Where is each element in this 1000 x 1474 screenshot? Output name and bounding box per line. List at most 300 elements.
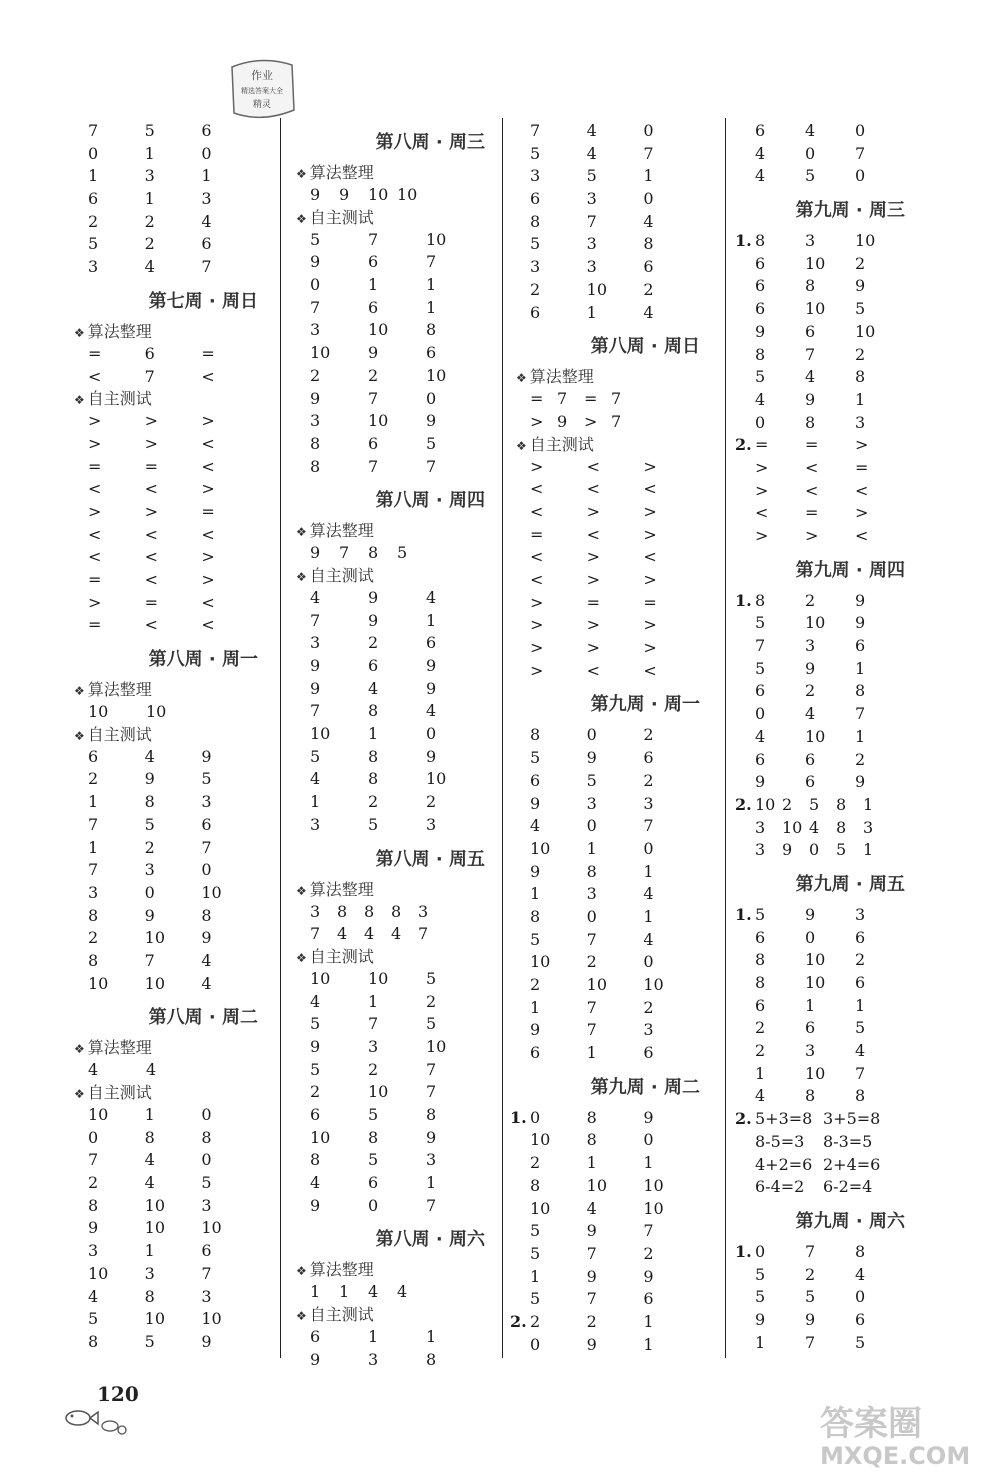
answer-cell: 1 <box>643 1153 654 1173</box>
answer-cell: 1 <box>144 143 155 163</box>
answer-row <box>530 501 700 524</box>
answer-row <box>755 1040 905 1063</box>
answer-cell: 9 <box>855 613 866 633</box>
answer-cell: 6 <box>805 321 816 341</box>
answer-cell: 4 <box>755 166 766 186</box>
answer-cell: 0 <box>855 166 866 186</box>
week-day-heading: 第八周 · 周四 <box>375 490 485 512</box>
answer-cell: 6 <box>426 343 437 363</box>
answer-row <box>755 1085 905 1108</box>
diamond-bullet-icon: ❖ <box>74 325 85 340</box>
answer-cell: 6 <box>643 257 654 277</box>
answer-row <box>530 165 700 188</box>
diamond-bullet-icon: ❖ <box>74 393 85 408</box>
answer-cell: 1 <box>426 1173 437 1193</box>
answer-row <box>530 456 700 479</box>
answer-cell: 4 <box>805 704 816 724</box>
answer-block <box>296 128 485 478</box>
answer-cell: 0 <box>201 860 212 880</box>
svg-text:精灵: 精灵 <box>252 100 272 110</box>
answer-cell: 7 <box>643 1221 654 1241</box>
answer-cell: 3 <box>426 814 437 834</box>
answer-cell: 3 <box>310 320 321 340</box>
answer-cell: 2 <box>805 681 816 701</box>
answer-cell: 10 <box>201 882 222 902</box>
answer-cell: 8 <box>586 1130 597 1150</box>
answer-cell: 2 <box>310 365 321 385</box>
answer-row <box>310 542 485 565</box>
answer-row <box>88 1331 258 1354</box>
answer-cell: 10 <box>855 321 876 341</box>
answer-cell: 0 <box>755 704 766 724</box>
answer-cell: 6 <box>368 656 379 675</box>
answer-cell: 5 <box>144 1331 155 1351</box>
answer-cell: 8 <box>836 794 847 814</box>
answer-cell: 7 <box>426 1195 437 1215</box>
answer-cell: 7 <box>586 1020 597 1040</box>
answer-cell: > <box>201 411 215 431</box>
answer-cell: 0 <box>755 412 766 432</box>
section-label-text: 自主测试 <box>87 389 152 409</box>
week-day-heading: 第九周 · 周五 <box>795 873 905 895</box>
answer-cell: < <box>144 615 159 635</box>
answer-cell: 9 <box>201 1331 212 1351</box>
answer-cell: 10 <box>643 1198 664 1218</box>
answer-cell: 9 <box>144 769 155 789</box>
answer-row <box>755 165 905 188</box>
answer-cell: 1 <box>368 724 379 744</box>
answer-cell: 9 <box>201 746 212 766</box>
answer-cell: 3 <box>643 1020 654 1040</box>
answer-row <box>310 1149 485 1172</box>
answer-cell: 9 <box>88 1218 99 1238</box>
answer-cell: 5 <box>368 814 379 834</box>
answer-cell: 4 <box>855 1041 866 1061</box>
answer-cell: 2 <box>530 1311 541 1331</box>
answer-cell: > <box>88 411 102 431</box>
answer-cell: 8 <box>88 950 99 970</box>
section-label <box>516 366 700 388</box>
answer-cell: < <box>530 547 544 567</box>
answer-cell: 10 <box>805 950 826 970</box>
answer-row <box>310 410 485 433</box>
question-number: 1. <box>735 590 752 610</box>
answer-cell: 1 <box>855 726 866 746</box>
answer-row <box>88 233 258 256</box>
answer-cell: 10 <box>805 253 826 273</box>
week-day-heading: 第八周 · 周二 <box>148 1007 258 1029</box>
answer-cell: 5 <box>201 1173 212 1193</box>
answer-row <box>755 344 905 367</box>
answer-row <box>530 1019 700 1042</box>
answer-row <box>530 1198 700 1221</box>
answer-cell: < <box>201 433 215 453</box>
answer-cell: 5+3=8 <box>755 1109 813 1129</box>
answer-cell: 1 <box>755 1332 766 1352</box>
answer-cell: 0 <box>426 724 437 744</box>
week-day-heading: 第九周 · 周一 <box>590 694 700 716</box>
answer-cell: 10 <box>805 973 826 992</box>
answer-cell: 1 <box>88 837 99 857</box>
answer-row <box>310 768 485 791</box>
answer-cell: 4 <box>426 587 437 607</box>
answer-cell: 5 <box>368 1105 379 1124</box>
answer-cell: 10 <box>310 968 331 988</box>
answer-cell: 9 <box>426 746 437 766</box>
answer-cell: 7 <box>586 929 597 949</box>
answer-cell <box>638 411 665 434</box>
answer-row <box>530 1129 700 1152</box>
answer-row <box>88 859 258 882</box>
answer-cell: 3 <box>805 1041 816 1061</box>
answer-block <box>530 690 700 1064</box>
answer-row <box>310 388 485 411</box>
answer-cell: 4 <box>310 769 321 789</box>
answer-cell: 9 <box>310 1036 321 1056</box>
answer-row <box>310 342 485 365</box>
answer-cell: 9 <box>755 1309 766 1329</box>
answer-cell: = <box>643 592 657 612</box>
answer-cell: = <box>805 435 819 455</box>
answer-row <box>755 1017 905 1040</box>
answer-row <box>88 1240 258 1263</box>
answer-cell: 4 <box>643 929 654 949</box>
answer-cell: 5 <box>144 121 155 140</box>
answer-cell: 3 <box>530 257 541 277</box>
answer-row <box>530 256 700 279</box>
answer-cell: 3 <box>418 901 429 921</box>
answer-cell: 6 <box>855 1309 866 1329</box>
answer-row <box>755 1309 905 1332</box>
answer-cell: 3 <box>310 901 321 921</box>
answer-row <box>530 747 700 770</box>
section-label <box>296 520 485 542</box>
answer-row <box>310 968 485 991</box>
question-number: 2. <box>510 1311 527 1331</box>
answer-row <box>755 1332 905 1355</box>
answer-cell: 10 <box>586 279 608 299</box>
answer-cell: 6 <box>805 1018 816 1038</box>
answer-row <box>510 1107 700 1130</box>
answer-cell: 6 <box>755 927 766 947</box>
answer-cell: 10 <box>397 185 418 204</box>
answer-row <box>530 120 700 143</box>
answer-cell: 9 <box>586 748 597 768</box>
answer-cell: 2 <box>144 211 155 231</box>
answer-cell: > <box>755 457 769 477</box>
answer-cell: 8 <box>368 746 379 766</box>
answer-cell: 0 <box>586 725 597 745</box>
answer-row <box>310 1326 485 1349</box>
answer-cell: 2 <box>643 1243 654 1263</box>
answer-row <box>88 501 258 524</box>
answer-row <box>310 655 485 678</box>
answer-cell: 8 <box>805 1086 816 1106</box>
answer-cell: 6 <box>755 299 766 319</box>
answer-cell: 0 <box>643 952 654 972</box>
answer-row <box>88 791 258 814</box>
answer-cell: 4 <box>88 1060 99 1080</box>
answer-cell: 6 <box>426 633 437 653</box>
answer-cell: 1 <box>855 389 866 409</box>
answer-cell: 5 <box>144 814 155 834</box>
answer-row <box>755 120 905 143</box>
answer-cell: 4 <box>643 884 654 904</box>
answer-cell: > <box>88 501 102 521</box>
answer-row <box>88 701 258 724</box>
section-label <box>516 434 700 456</box>
answer-cell: 5 <box>88 1309 99 1329</box>
answer-cell: < <box>88 524 102 544</box>
answer-cell: 2 <box>643 997 654 1017</box>
answer-cell: 0 <box>755 1241 766 1261</box>
answer-cell: 1 <box>339 1282 350 1302</box>
answer-row <box>530 929 700 952</box>
answer-cell: 3 <box>426 1150 437 1170</box>
answer-cell: 8 <box>310 1150 321 1170</box>
answer-cell: < <box>88 547 102 567</box>
answer-cell: 5 <box>755 904 766 924</box>
answer-cell: = <box>755 435 769 455</box>
answer-cell: > <box>643 615 657 635</box>
section-label <box>74 679 258 701</box>
answer-cell: 7 <box>368 1014 379 1034</box>
section-label <box>74 1037 258 1059</box>
answer-row <box>755 1264 905 1287</box>
answer-cell: 6 <box>755 121 766 140</box>
answer-cell: 6 <box>368 297 379 317</box>
answer-cell: = <box>530 524 544 544</box>
svg-text:MXQE.COM: MXQE.COM <box>820 1442 971 1470</box>
answer-cell: 8 <box>337 901 348 921</box>
answer-cell: 6 <box>855 927 866 947</box>
section-label-text: 算法整理 <box>529 367 594 387</box>
question-number: 1. <box>510 1107 527 1127</box>
week-day-heading: 第八周 · 周日 <box>590 336 700 358</box>
answer-cell: 10 <box>855 231 876 251</box>
answer-cell: 10 <box>88 1263 109 1283</box>
answer-cell: > <box>530 638 544 658</box>
answer-cell: > <box>586 501 601 521</box>
answer-cell: 0 <box>855 1287 866 1307</box>
answer-cell: 0 <box>88 143 99 163</box>
answer-cell: 7 <box>855 704 866 724</box>
answer-row <box>88 120 258 143</box>
answer-cell: 7 <box>88 121 99 140</box>
answer-cell: < <box>88 366 102 386</box>
answer-cell: 10 <box>755 794 776 814</box>
answer-cell: 4 <box>586 121 597 140</box>
answer-cell: 7 <box>339 543 350 563</box>
answer-column-2 <box>296 120 485 1372</box>
answer-cell: 10 <box>643 975 664 994</box>
answer-cell: 6 <box>755 681 766 701</box>
answer-cell: 7 <box>805 1241 816 1261</box>
answer-cell: < <box>144 547 159 567</box>
answer-cell: 8 <box>755 973 766 992</box>
answer-cell: 7 <box>88 860 99 880</box>
answer-row <box>88 456 258 479</box>
answer-cell: 2 <box>643 725 654 745</box>
answer-cell: 2 <box>782 794 793 814</box>
answer-cell: 0 <box>530 1334 541 1354</box>
answer-row <box>310 791 485 814</box>
answer-cell: 8 <box>368 701 379 721</box>
answer-cell: 8 <box>855 681 866 701</box>
answer-cell: 2 <box>426 792 437 812</box>
answer-row <box>310 610 485 633</box>
answer-cell: 7 <box>586 997 597 1017</box>
answer-cell: 0 <box>201 143 212 163</box>
answer-cell: 3 <box>755 840 766 860</box>
answer-cell: 9 <box>855 772 866 792</box>
answer-row <box>755 1131 905 1154</box>
answer-cell: 2 <box>368 633 379 653</box>
answer-cell: 2 <box>530 1153 541 1173</box>
answer-cell: 5 <box>805 1287 816 1307</box>
answer-cell: 6 <box>368 252 379 272</box>
column-divider <box>280 118 281 1358</box>
answer-row <box>735 794 905 817</box>
answer-cell: 10 <box>310 1127 331 1147</box>
answer-cell: 5 <box>805 166 816 186</box>
answer-cell: > <box>201 547 215 567</box>
answer-cell: 2 <box>88 1173 99 1193</box>
diamond-bullet-icon: ❖ <box>296 883 307 898</box>
answer-cell: 1 <box>643 906 654 926</box>
answer-cell: > <box>586 547 601 567</box>
answer-cell: 0 <box>643 189 654 209</box>
answer-cell: 6 <box>755 276 766 296</box>
answer-cell: 8 <box>755 344 766 364</box>
diamond-bullet-icon: ❖ <box>296 950 307 965</box>
section-label <box>296 207 485 229</box>
answer-cell: 1 <box>426 1327 437 1347</box>
answer-row <box>88 1217 258 1240</box>
answer-cell: > <box>643 456 657 476</box>
answer-cell: 3 <box>201 1286 212 1306</box>
section-label-text: 自主测试 <box>529 434 594 454</box>
answer-cell: 7 <box>310 924 321 944</box>
answer-cell: 0 <box>643 1130 654 1150</box>
answer-cell: 0 <box>586 816 597 836</box>
answer-cell: < <box>805 457 819 477</box>
diamond-bullet-icon: ❖ <box>74 1042 85 1057</box>
answer-cell: 10 <box>426 229 447 249</box>
answer-cell: 6 <box>530 1043 541 1063</box>
section-label-text: 算法整理 <box>309 879 374 899</box>
answer-cell: 7 <box>586 1243 597 1263</box>
answer-cell: < <box>755 503 769 523</box>
diamond-bullet-icon: ❖ <box>296 569 307 584</box>
answer-cell: 3 <box>586 189 597 209</box>
answer-row <box>755 995 905 1018</box>
answer-cell: 8 <box>805 276 816 296</box>
answer-row <box>530 724 700 747</box>
question-number: 2. <box>735 794 752 814</box>
answer-row <box>310 456 485 479</box>
answer-cell: 3 <box>586 884 597 904</box>
fish-decoration-icon <box>60 1400 140 1444</box>
answer-block <box>510 1073 700 1357</box>
answer-cell: 9 <box>339 185 350 204</box>
answer-cell: 4 <box>201 211 212 231</box>
answer-cell: = <box>530 389 544 409</box>
answer-row <box>530 793 700 816</box>
answer-cell: < <box>586 524 601 544</box>
answer-cell: 9 <box>310 543 321 563</box>
answer-cell: 9 <box>755 772 766 792</box>
answer-row <box>88 1263 258 1286</box>
answer-row <box>530 143 700 166</box>
answer-cell: 7 <box>201 837 212 857</box>
answer-cell: 8 <box>755 231 766 251</box>
answer-cell: 2 <box>586 952 597 972</box>
answer-row <box>755 1154 905 1177</box>
answer-cell: 3 <box>310 814 321 834</box>
question-number: 1. <box>735 231 752 251</box>
answer-cell: > <box>805 526 819 545</box>
answer-cell: 5 <box>310 746 321 766</box>
answer-cell: < <box>855 526 869 545</box>
week-day-heading: 第七周 · 周日 <box>148 290 258 312</box>
answer-cell: 5 <box>836 840 847 860</box>
answer-cell: < <box>201 615 215 635</box>
diamond-bullet-icon: ❖ <box>296 525 307 540</box>
answer-row <box>755 949 905 972</box>
svg-text:作业: 作业 <box>251 69 273 82</box>
answer-row <box>530 770 700 793</box>
answer-cell: > <box>530 615 544 635</box>
answer-row <box>88 905 258 928</box>
answer-cell: 8 <box>530 906 541 926</box>
answer-row <box>88 1172 258 1195</box>
answer-block <box>88 120 258 279</box>
section-label-text: 算法整理 <box>87 1038 152 1058</box>
answer-cell: 0 <box>201 1105 212 1124</box>
answer-cell: < <box>201 456 215 476</box>
diamond-bullet-icon: ❖ <box>74 684 85 699</box>
answer-cell: 3 <box>144 860 155 880</box>
answer-cell: < <box>88 479 102 499</box>
answer-column-3 <box>510 120 700 1356</box>
section-label <box>296 1259 485 1281</box>
answer-cell: 6 <box>530 189 541 209</box>
answer-cell: 5 <box>530 234 541 254</box>
answer-row <box>735 1241 905 1264</box>
answer-cell: 5 <box>530 748 541 768</box>
answer-cell: 2 <box>426 991 437 1011</box>
answer-cell: 4 <box>643 302 654 322</box>
answer-cell: 4 <box>368 678 379 698</box>
answer-cell: 1 <box>368 991 379 1011</box>
answer-cell: 3 <box>310 633 321 653</box>
answer-cell: > <box>586 615 601 635</box>
section-label <box>74 724 258 746</box>
question-number: 1. <box>735 1241 752 1261</box>
answer-cell: = <box>144 456 159 476</box>
section-label <box>74 321 258 343</box>
answer-row <box>88 1149 258 1172</box>
answer-cell: 1 <box>310 792 321 812</box>
answer-cell: 9 <box>310 1195 321 1215</box>
answer-cell: 2 <box>530 975 541 994</box>
answer-cell: 4 <box>310 991 321 1011</box>
answer-cell: 5 <box>755 1264 766 1284</box>
answer-cell: 8 <box>855 1241 866 1261</box>
diamond-bullet-icon: ❖ <box>296 167 307 181</box>
answer-cell: 1 <box>863 840 874 860</box>
